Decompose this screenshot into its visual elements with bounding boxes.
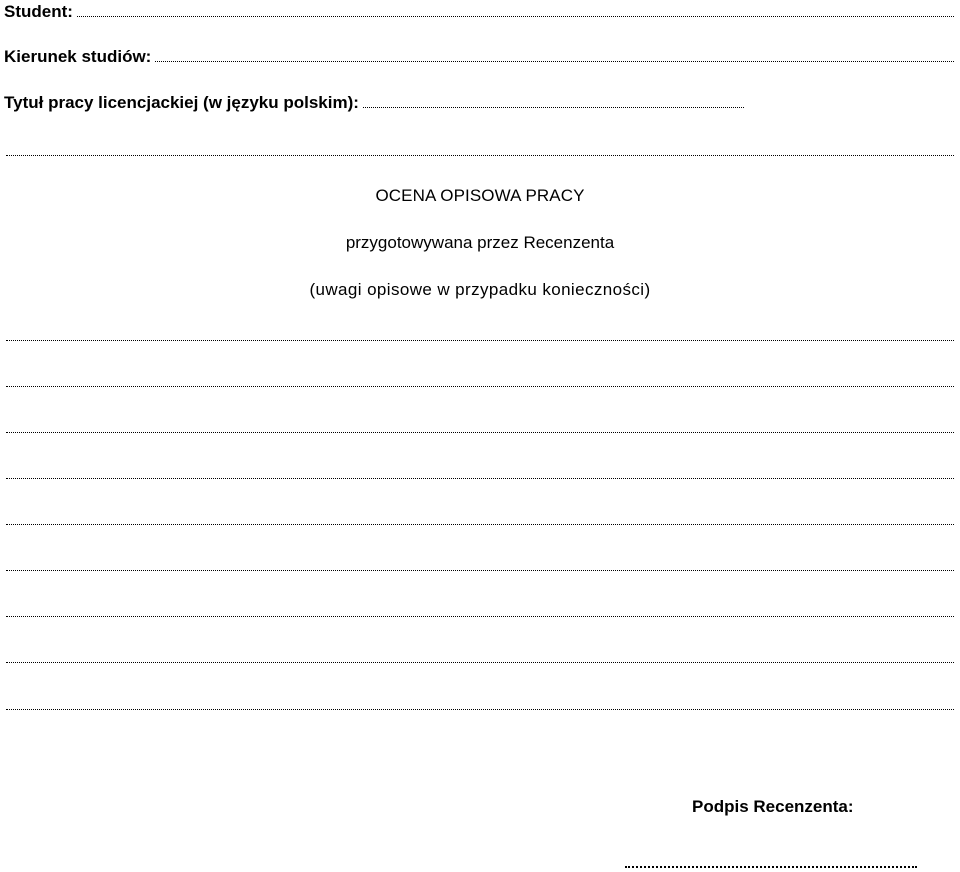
comment-line-6[interactable] (6, 570, 954, 571)
comment-line-7[interactable] (6, 616, 954, 617)
comment-line-5[interactable] (6, 524, 954, 525)
field-of-study-label: Kierunek studiów: (4, 47, 152, 66)
comment-line-8[interactable] (6, 662, 954, 663)
field-of-study-field (4, 47, 954, 67)
signature-label: Podpis Recenzenta: (692, 797, 854, 816)
comment-line-4[interactable] (6, 478, 954, 479)
student-field (4, 2, 954, 22)
thesis-title-field (4, 93, 744, 113)
review-note: (uwagi opisowe w przypadku konieczności) (309, 280, 651, 299)
thesis-title-continuation-line[interactable] (6, 155, 954, 156)
student-label: Student: (4, 2, 73, 21)
comment-line-3[interactable] (6, 432, 954, 433)
field-of-study-fill-line[interactable] (155, 60, 954, 62)
thesis-title-fill-line[interactable] (363, 106, 744, 108)
review-title: OCENA OPISOWA PRACY (375, 186, 585, 205)
review-subtitle: przygotowywana przez Recenzenta (345, 233, 615, 252)
signature-line[interactable] (625, 866, 917, 868)
comment-line-9[interactable] (6, 709, 954, 710)
comment-line-2[interactable] (6, 386, 954, 387)
thesis-title-label: Tytuł pracy licencjackiej (w języku polskim): (4, 93, 359, 112)
student-fill-line[interactable] (77, 15, 954, 17)
comment-line-1[interactable] (6, 340, 954, 341)
